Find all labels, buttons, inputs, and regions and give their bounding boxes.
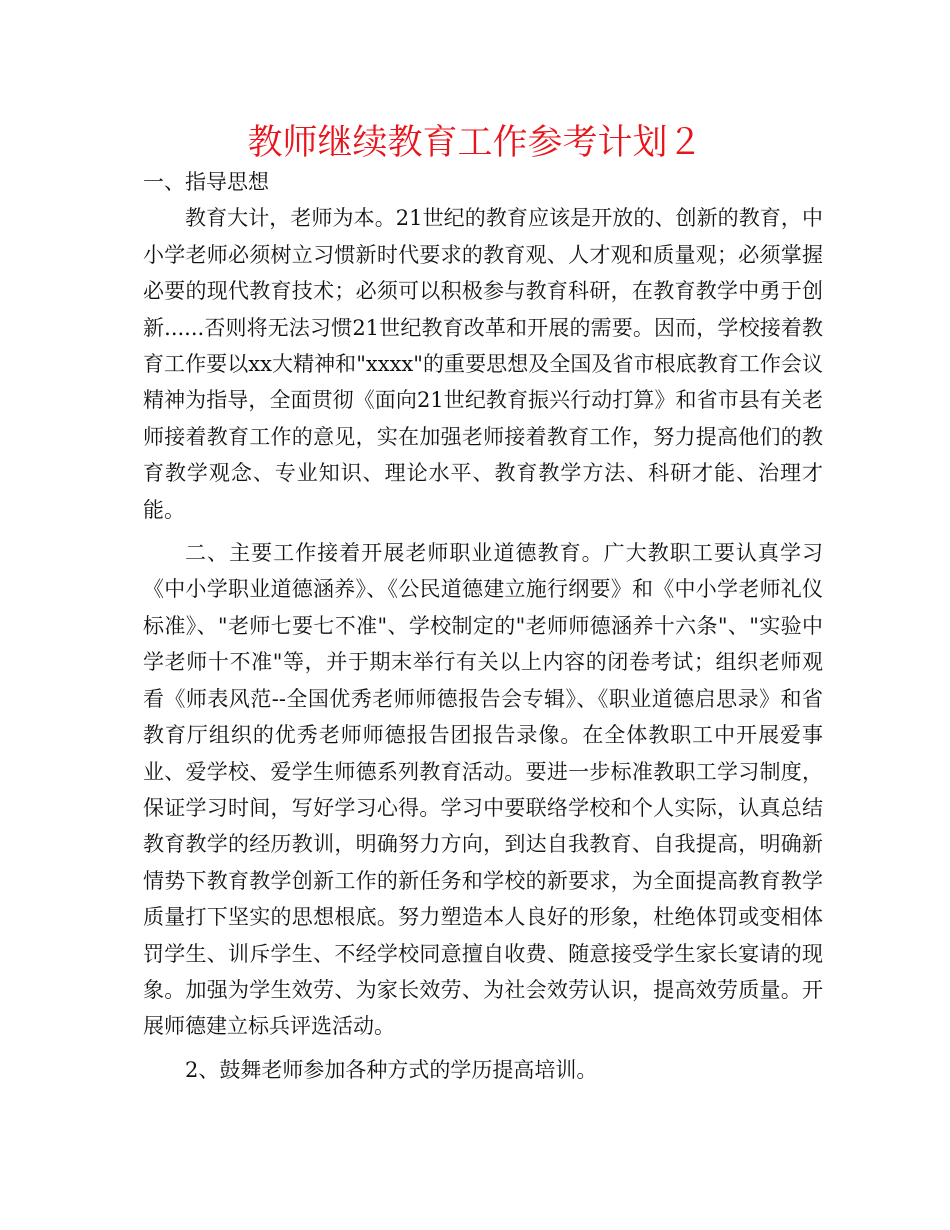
paragraph-item-2: 2、鼓舞老师参加各种方式的学历提高培训。	[185, 1057, 598, 1082]
paragraph-guiding-ideology: 教育大计，老师为本。21世纪的教育应该是开放的、创新的教育，中小学老师必须树立习惯新时代要求的教育观、人才观和质量观；必须掌握必要的现代教育技术；必须可以积极参与教育科研，在教育教学中勇于创新......否则将无法习惯21世纪教育改革和开展的需要。因而，学校接着教育工作要以xx大精神和"xxxx"的重要思想及全国及省市根底教育工作会议精神为指导，全面贯彻《面向21世纪教育振兴行动打算》和省市县有关老师接着教育工作的意见，实在加强老师接着教育工作，努力提高他们的教育教学观念、专业知识、理论水平、教育教学方法、科研才能、治理才能。	[143, 206, 823, 522]
document-body	[143, 164, 823, 1088]
document-title: 教师继续教育工作参考计划２	[247, 123, 703, 163]
section-heading-guiding-ideology: 一、指导思想	[143, 170, 269, 194]
paragraph-main-work: 二、主要工作接着开展老师职业道德教育。广大教职工要认真学习《中小学职业道德涵养》、《公民道德建立施行纲要》和《中小学老师礼仪标准》、"老师七要七不准"、学校制定的"老师师德涵养十六条"、"实验中学老师十不准"等，并于期末举行有关以上内容的闭卷考试；组织老师观看《师表风范--全国优秀老师师德报告会专辑》、《职业道德启思录》和省教育厅组织的优秀老师师德报告团报告录像。在全体教职工中开展爱事业、爱学校、爱学生师德系列教育活动。要进一步标准教职工学习制度，保证学习时间，写好学习心得。学习中要联络学校和个人实际，认真总结教育教学的经历教训，明确努力方向，到达自我教育、自我提高，明确新情势下教育教学创新工作的新任务和学校的新要求，为全面提高教育教学质量打下坚实的思想根底。努力塑造本人良好的形象，杜绝体罚或变相体罚学生、训斥学生、不经学校同意擅自收费、随意接受学生家长宴请的现象。加强为学生效劳、为家长效劳、为社会效劳认识，提高效劳质量。开展师德建立标兵评选活动。	[143, 541, 823, 1039]
